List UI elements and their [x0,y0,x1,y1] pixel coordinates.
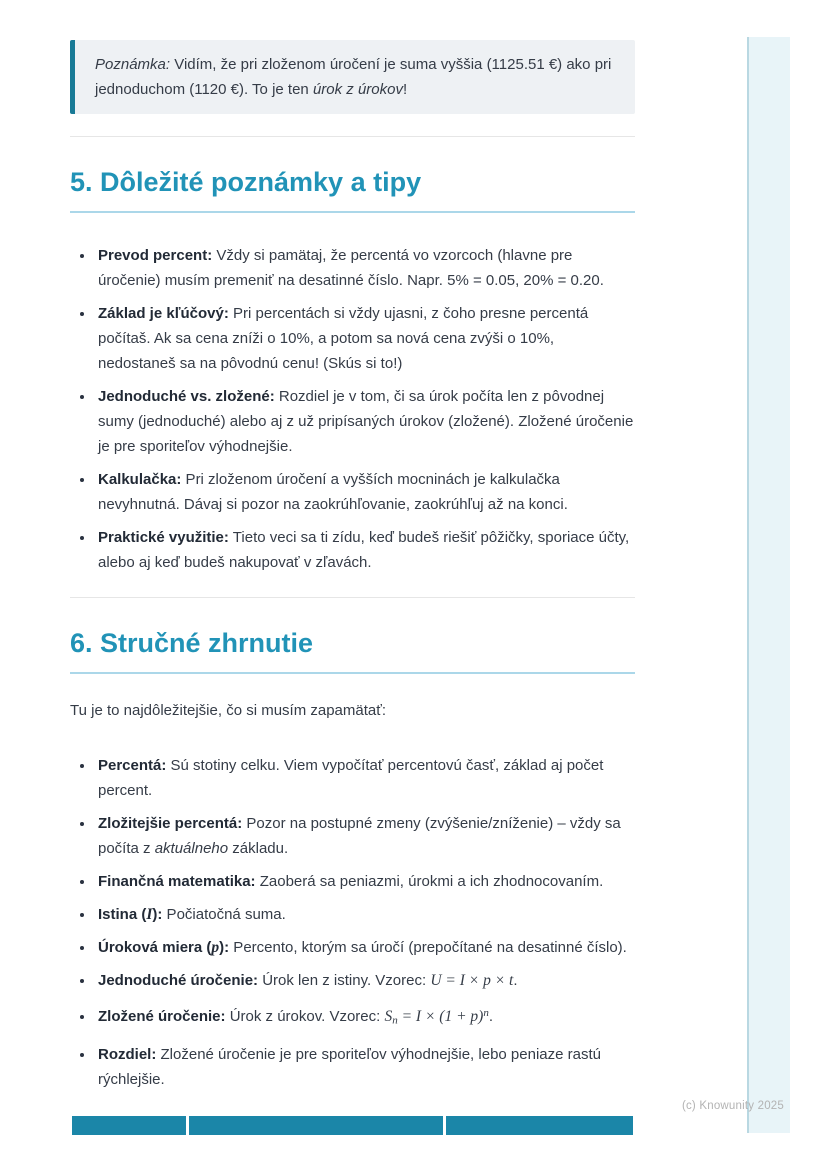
list-item [95,968,635,993]
text-run: úrok z úrokov [312,81,403,98]
text-run: Prevod percent: [98,247,213,264]
section-5 [70,163,635,575]
section-5-heading: 5. Dôležité poznámky a tipy [70,163,635,213]
list-item [95,467,635,517]
text-run: ): [219,939,230,956]
text-run: . [513,972,518,989]
text-run: Rozdiel je v tom, či sa úrok počíta len z pôvodnej sumy (jednoduché) alebo aj z už pripísaných úrokov (zložené). Zložené úročenie je pre sporiteľov výhodnejšie. [98,388,634,455]
text-run: základu. [228,840,289,857]
text-run: Zložené úročenie je pre sporiteľov výhodnejšie, lebo peniaze rastú rýchlejšie. [98,1045,601,1088]
right-page-strip [747,37,790,1133]
document-page [70,0,635,1100]
text-run: Poznámka: [95,56,171,73]
text-run: Sú stotiny celku. Viem vypočítať percentovú časť, základ aj počet percent. [98,757,604,799]
text-run: Počiatočná suma. [162,906,286,923]
text-run: Vždy si pamätaj, že percentá vo vzorcoch (hlavne pre úročenie) musím premeniť na desatinné číslo. Napr. 5% = 0.05, 20% = 0.20. [98,247,604,289]
text-run: Úrok len z istiny. Vzorec: [258,972,431,989]
list-item [95,525,635,575]
text-run: Jednoduché úročenie: [98,972,259,989]
text-run: U = I × p × t [430,972,514,989]
note-box [70,40,635,114]
text-run: Pri zloženom úročení a vyšších mocninách je kalkulačka nevyhnutná. Dávaj si pozor na zaokrúhľovanie, zaokrúhľuj až na konci. [98,471,568,513]
list-item [95,869,635,894]
list-item [95,301,635,376]
section-divider [70,136,635,137]
text-run: Tieto veci sa ti zídu, keď budeš riešiť pôžičky, sporiace účty, alebo aj keď budeš nakupovať v zľavách. [98,529,630,571]
text-run: Praktické využitie: [98,529,229,546]
text-run: Pri percentách si vždy ujasni, z čoho presne percentá počítaš. Ak sa cena zníži o 10%, a potom sa nová cena zvýši o 10%, nedostaneš sa na pôvodnú cenu! (Skús si to!) [98,305,589,372]
text-run: n [392,1014,398,1027]
text-run: Úrok z úrokov. Vzorec: [225,1007,385,1025]
text-run: Percento, ktorým sa úročí (prepočítané na desatinné číslo). [229,939,627,956]
list-item [95,384,635,459]
section-6-intro: Tu je to najdôležitejšie, čo si musím zapamätať: [70,702,387,719]
text-run: aktuálneho [154,840,229,857]
section-5-list [70,243,635,575]
text-run: Pozor na postupné zmeny (zvýšenie/zníženie) – vždy sa počíta z [98,815,621,857]
text-run: Zaoberá sa peniazmi, úrokmi a ich zhodnocovaním. [255,873,604,890]
text-run: S [384,1007,393,1025]
copyright-text: (c) Knowunity 2025 [681,1100,784,1112]
note-text [95,52,617,102]
text-run: Úroková miera ( [98,939,212,956]
text-run: n [483,1007,489,1019]
text-run: Percentá: [98,757,167,774]
text-run: Finančná matematika: [98,873,256,890]
text-run: Zložené úročenie: [98,1007,226,1025]
list-item [95,753,635,803]
section-6-list [70,753,635,1092]
text-run: Vidím, že pri zloženom úročení je suma vyššia (1125.51 €) ako pri jednoduchom (1120 €). To je ten [95,56,612,98]
text-run: Kalkulačka: [98,471,182,488]
text-run: ): [152,906,163,923]
text-run: ! [402,81,408,98]
list-item [95,1001,635,1034]
section-6-heading: 6. Stručné zhrnutie [70,624,635,674]
bottom-bar-segment [189,1116,443,1135]
text-run: Zložitejšie percentá: [98,815,243,832]
list-item [95,243,635,293]
text-run: Rozdiel: [98,1045,157,1063]
section-6 [70,624,635,1092]
list-item [95,935,635,960]
text-run: . [488,1007,494,1025]
text-run: I [146,906,153,923]
text-run: Jednoduché vs. zložené: [98,388,275,405]
text-run: Základ je kľúčový: [98,305,229,322]
text-run: Istina ( [98,906,147,923]
bottom-bar-segment [446,1116,633,1135]
bottom-bar [72,1116,633,1135]
text-run: p [211,939,220,956]
list-item [95,811,635,861]
bottom-bar-segment [72,1116,186,1135]
list-item [95,1042,635,1092]
section-divider [70,597,635,598]
list-item [95,902,635,927]
text-run: = I × (1 + p) [397,1007,484,1025]
